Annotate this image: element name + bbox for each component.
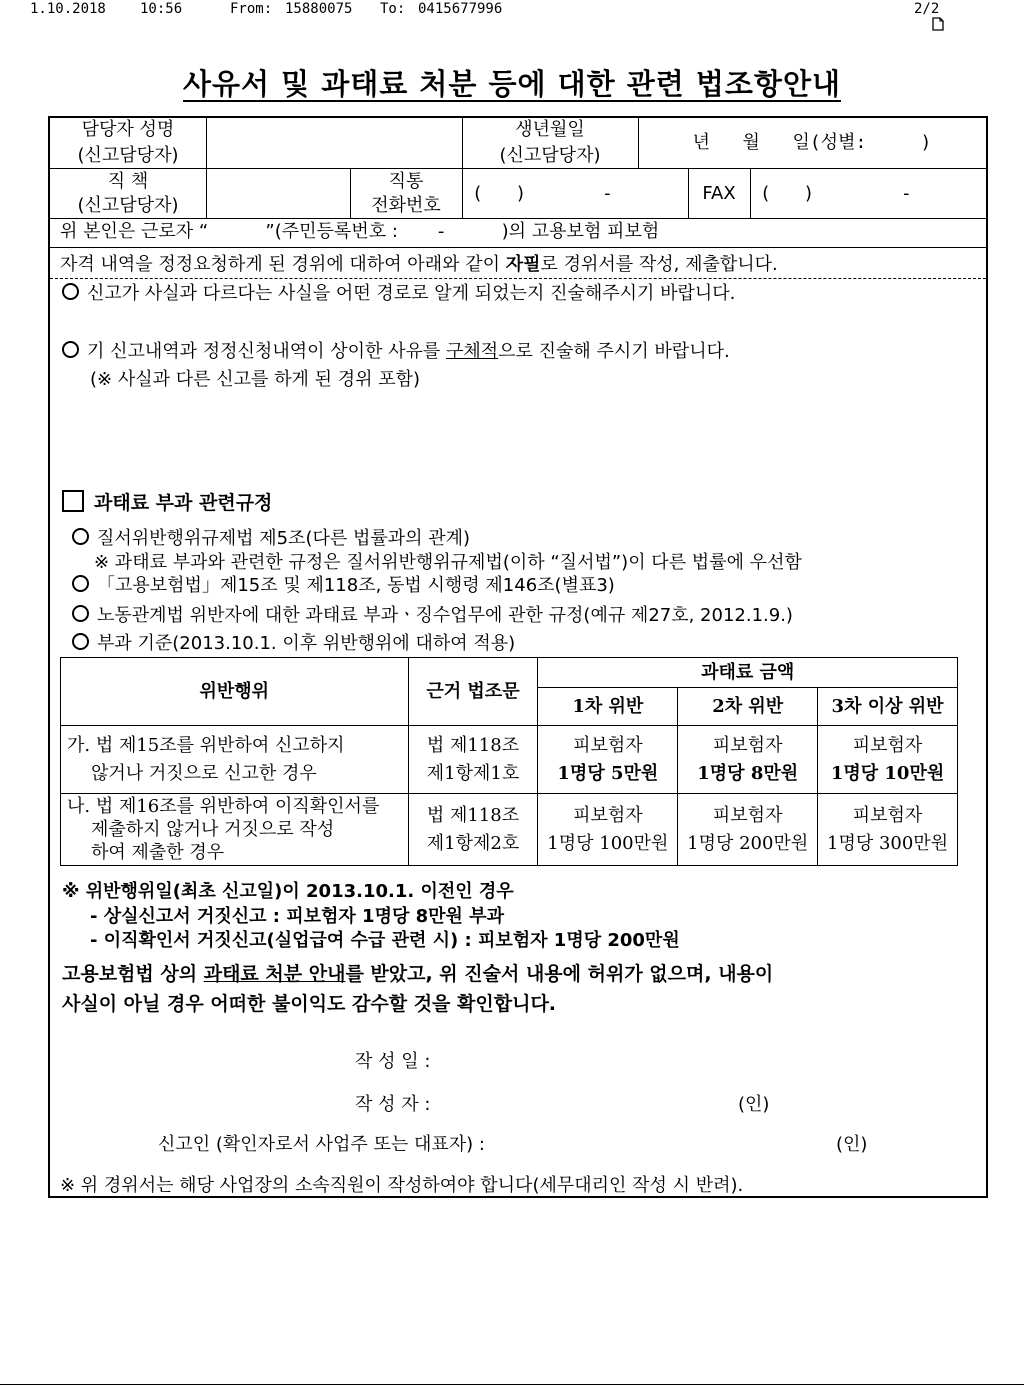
answer-1-area[interactable]	[60, 310, 976, 340]
writer-field[interactable]	[470, 1091, 730, 1119]
question-1: 신고가 사실과 다르다는 사실을 어떤 경로로 알게 되었는지 진술해주시기 바랍니다.	[62, 282, 735, 306]
fax-field[interactable]: ( ) -	[760, 183, 912, 204]
table-row	[61, 794, 958, 866]
penalty-table	[60, 657, 958, 866]
fax-page: 2/2	[914, 1, 940, 17]
unit-label: 피보험자	[852, 734, 923, 756]
date-written-label: 작 성 일 :	[355, 1051, 431, 1072]
question-2: 기 신고내역과 정정신청내역이 상이한 사유를 구체적으로 진술해 주시기 바랍니다.	[62, 340, 730, 364]
answer-2-area[interactable]	[60, 398, 976, 488]
phone-number-label: 전화번호	[371, 195, 441, 216]
note-3: - 이직확인서 거짓신고(실업급여 수급 관련 시) : 피보험자 1명당 200만원	[90, 930, 680, 951]
note-2: - 상실신고서 거짓신고 : 피보험자 1명당 8만원 부과	[90, 906, 504, 927]
fax-date: 1.10.2018	[30, 1, 106, 17]
regulation-2: 「고용보험법」제15조 및 제118조, 동법 시행령 제146조(별표3)	[72, 574, 615, 598]
regulations-heading: 과태료 부과 관련규정	[62, 490, 272, 515]
reporter-label: 신고인 (확인자로서 사업주 또는 대표자) :	[158, 1134, 485, 1155]
circle-bullet-icon	[72, 528, 89, 545]
amount-cell: 1명당 100만원	[547, 832, 669, 854]
fax-label: FAX	[702, 183, 736, 204]
header-first-violation: 1차 위반	[538, 688, 678, 726]
note-1: ※ 위반행위일(최초 신고일)이 2013.10.1. 이전인 경우	[62, 881, 514, 902]
fax-to-number: 0415677996	[418, 1, 503, 17]
manager-name-field[interactable]	[208, 120, 460, 166]
basis-line: 법 제118조	[426, 734, 520, 756]
circle-bullet-icon	[62, 283, 79, 300]
unit-label: 피보험자	[712, 804, 783, 826]
unit-label: 피보험자	[712, 734, 783, 756]
basis-line: 제1항제1호	[426, 762, 520, 784]
violation-line: 않거나 거짓으로 신고한 경우	[91, 762, 317, 784]
scan-edge-line	[0, 1384, 1024, 1385]
fax-time: 10:56	[140, 1, 183, 17]
fax-header	[0, 0, 1024, 22]
amount-cell: 1명당 10만원	[830, 762, 945, 784]
checkbox-icon	[62, 490, 84, 512]
direct-phone-label: 직통	[388, 171, 424, 192]
header-amount: 과태료 금액	[538, 658, 958, 688]
header-second-violation: 2차 위반	[678, 688, 818, 726]
confirmation-line-2: 사실이 아닐 경우 어떠한 불이익도 감수할 것을 확인합니다.	[62, 993, 557, 1015]
reporter-seal: (인)	[836, 1134, 868, 1155]
phone-field[interactable]: ( ) -	[472, 183, 613, 204]
violation-line: 가. 법 제15조를 위반하여 신고하지	[67, 734, 345, 756]
amount-cell: 1명당 5만원	[557, 762, 659, 784]
statement-line-1: 위 본인은 근로자 “ ”(주민등록번호 : - )의 고용보험 피보험	[60, 221, 660, 242]
regulation-4: 부과 기준(2013.10.1. 이후 위반행위에 대하여 적용)	[72, 632, 515, 656]
writer-label: 작 성 자 :	[355, 1094, 431, 1115]
amount-cell: 1명당 300만원	[827, 832, 949, 854]
violation-line: 제출하지 않거나 거짓으로 작성	[91, 819, 335, 840]
manager-sub-label: (신고담당자)	[77, 145, 179, 166]
reporter-field[interactable]	[600, 1131, 830, 1159]
unit-label: 피보험자	[573, 804, 643, 826]
writer-seal: (인)	[738, 1094, 770, 1115]
footer-note: ※ 위 경위서는 해당 사업장의 소속직원이 작성하여야 합니다(세무대리인 작성 시 반려).	[60, 1175, 744, 1196]
amount-cell: 1명당 200만원	[687, 832, 809, 854]
violation-line: 나. 법 제16조를 위반하여 이직확인서를	[67, 796, 380, 817]
statement-line-2: 자격 내역을 정정요청하게 된 경위에 대하여 아래와 같이 자필로 경위서를 작성, 제출합니다.	[60, 254, 778, 275]
circle-bullet-icon	[62, 341, 79, 358]
header-violation: 위반행위	[61, 658, 409, 726]
date-written-field[interactable]	[470, 1048, 770, 1076]
unit-label: 피보험자	[573, 734, 643, 756]
fax-from-label: From:	[230, 1, 273, 17]
amount-cell: 1명당 8만원	[697, 762, 799, 784]
confirmation-line-1: 고용보험법 상의 과태료 처분 안내를 받았고, 위 진술서 내용에 허위가 없으며, 내용이	[62, 963, 774, 985]
regulation-1-note: ※ 과태료 부과와 관련한 규정은 질서위반행위규제법(이하 “질서법”)이 다른 법률에 우선함	[94, 552, 802, 573]
header-third-violation: 3차 이상 위반	[818, 688, 958, 726]
fax-to-label: To:	[380, 1, 406, 17]
birth-label: 생년월일	[515, 119, 585, 140]
circle-bullet-icon	[72, 575, 89, 592]
position-sub-label: (신고담당자)	[77, 195, 179, 216]
circle-bullet-icon	[72, 605, 89, 622]
question-2-note: (※ 사실과 다른 신고를 하게 된 경위 포함)	[90, 369, 420, 390]
position-label: 직 책	[107, 171, 149, 192]
header-basis: 근거 법조문	[408, 658, 538, 726]
document-title: 사유서 및 과태료 처분 등에 대한 관련 법조항안내	[183, 67, 841, 101]
birth-gender-field[interactable]: 년 월 일(성별: )	[692, 132, 932, 153]
regulation-3: 노동관계법 위반자에 대한 과태료 부과ㆍ징수업무에 관한 규정(예규 제27호, 2012.1.9.)	[72, 604, 793, 628]
circle-bullet-icon	[72, 633, 89, 650]
position-field[interactable]	[208, 170, 348, 216]
fax-from-number: 15880075	[285, 1, 353, 17]
basis-line: 제1항제2호	[426, 832, 520, 854]
basis-line: 법 제118조	[426, 804, 520, 826]
unit-label: 피보험자	[852, 804, 923, 826]
manager-name-label: 담당자 성명	[81, 119, 175, 140]
birth-sub-label: (신고담당자)	[499, 145, 601, 166]
regulation-1: 질서위반행위규제법 제5조(다른 법률과의 관계)	[72, 527, 470, 551]
violation-line: 하여 제출한 경우	[91, 842, 225, 863]
table-row	[61, 726, 958, 794]
